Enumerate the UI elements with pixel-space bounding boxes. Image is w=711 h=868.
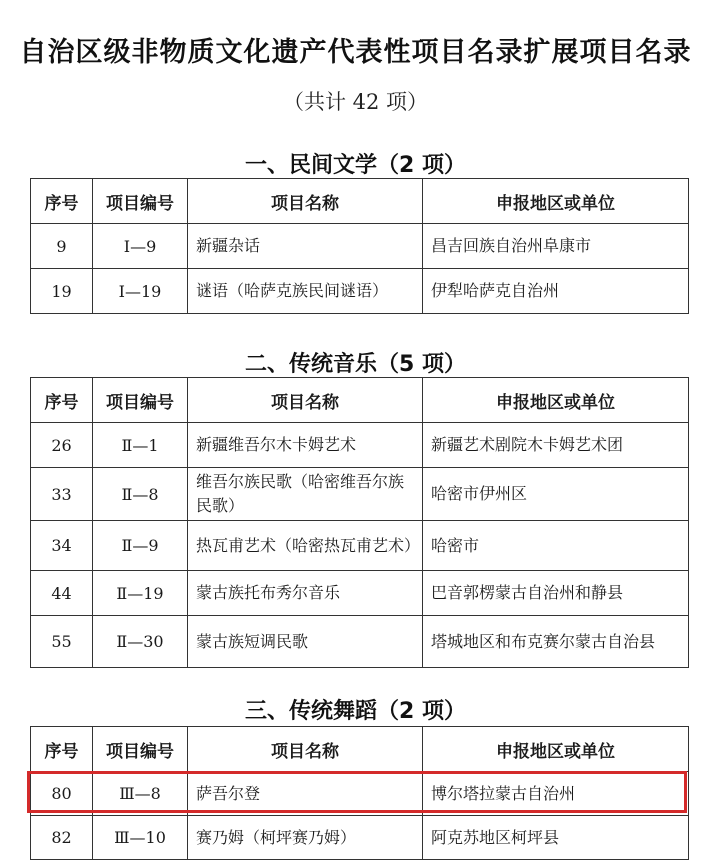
header-name: 项目名称 bbox=[188, 727, 423, 772]
cell-code: Ⅱ—30 bbox=[93, 616, 188, 668]
cell-name: 蒙古族短调民歌 bbox=[188, 616, 423, 668]
cell-region: 阿克苏地区柯坪县 bbox=[423, 816, 689, 860]
cell-code: Ⅱ—1 bbox=[93, 423, 188, 468]
section-heading-folk-literature: 一、民间文学（2 项） bbox=[245, 153, 466, 178]
table-row bbox=[31, 816, 689, 860]
page-title: 自治区级非物质文化遗产代表性项目名录扩展项目名录 bbox=[19, 37, 692, 68]
cell-code: Ⅰ—19 bbox=[93, 269, 188, 314]
cell-region: 哈密市 bbox=[423, 521, 689, 571]
cell-name: 新疆维吾尔木卡姆艺术 bbox=[188, 423, 423, 468]
header-code: 项目编号 bbox=[93, 727, 188, 772]
cell-code: Ⅱ—19 bbox=[93, 571, 188, 616]
cell-code: Ⅰ—9 bbox=[93, 224, 188, 269]
cell-code: Ⅱ—8 bbox=[93, 468, 188, 521]
table-row bbox=[31, 269, 689, 314]
table-traditional-music bbox=[30, 377, 689, 668]
cell-name: 谜语（哈萨克族民间谜语） bbox=[188, 269, 423, 314]
cell-region: 巴音郭楞蒙古自治州和静县 bbox=[423, 571, 689, 616]
header-region: 申报地区或单位 bbox=[423, 378, 689, 423]
page-subtitle: （共计 42 项） bbox=[282, 90, 429, 114]
cell-name: 新疆杂话 bbox=[188, 224, 423, 269]
cell-no: 19 bbox=[31, 269, 93, 314]
header-region: 申报地区或单位 bbox=[423, 727, 689, 772]
table-header-row bbox=[31, 727, 689, 772]
cell-code: Ⅲ—8 bbox=[93, 772, 188, 816]
table-row bbox=[31, 616, 689, 668]
cell-no: 34 bbox=[31, 521, 93, 571]
cell-region: 昌吉回族自治州阜康市 bbox=[423, 224, 689, 269]
header-code: 项目编号 bbox=[93, 179, 188, 224]
cell-name: 蒙古族托布秀尔音乐 bbox=[188, 571, 423, 616]
table-traditional-dance bbox=[30, 726, 689, 860]
table-row bbox=[31, 521, 689, 571]
cell-region: 伊犁哈萨克自治州 bbox=[423, 269, 689, 314]
cell-no: 82 bbox=[31, 816, 93, 860]
cell-no: 80 bbox=[31, 772, 93, 816]
table-header-row bbox=[31, 179, 689, 224]
cell-region: 博尔塔拉蒙古自治州 bbox=[423, 772, 689, 816]
header-name: 项目名称 bbox=[188, 179, 423, 224]
cell-no: 33 bbox=[31, 468, 93, 521]
cell-name: 萨吾尔登 bbox=[188, 772, 423, 816]
cell-region: 哈密市伊州区 bbox=[423, 468, 689, 521]
cell-no: 55 bbox=[31, 616, 93, 668]
table-folk-literature bbox=[30, 178, 689, 314]
section-heading-traditional-dance: 三、传统舞蹈（2 项） bbox=[245, 699, 466, 724]
cell-region: 塔城地区和布克赛尔蒙古自治县 bbox=[423, 616, 689, 668]
cell-name: 维吾尔族民歌（哈密维吾尔族民歌） bbox=[188, 468, 423, 521]
cell-name: 热瓦甫艺术（哈密热瓦甫艺术） bbox=[188, 521, 423, 571]
header-no: 序号 bbox=[31, 727, 93, 772]
section-heading-traditional-music: 二、传统音乐（5 项） bbox=[245, 352, 466, 377]
cell-name: 赛乃姆（柯坪赛乃姆） bbox=[188, 816, 423, 860]
cell-code: Ⅱ—9 bbox=[93, 521, 188, 571]
header-no: 序号 bbox=[31, 378, 93, 423]
table-row bbox=[31, 468, 689, 521]
cell-no: 9 bbox=[31, 224, 93, 269]
table-row bbox=[31, 224, 689, 269]
header-no: 序号 bbox=[31, 179, 93, 224]
header-name: 项目名称 bbox=[188, 378, 423, 423]
cell-no: 44 bbox=[31, 571, 93, 616]
table-row bbox=[31, 772, 689, 816]
table-row bbox=[31, 423, 689, 468]
table-row bbox=[31, 571, 689, 616]
header-region: 申报地区或单位 bbox=[423, 179, 689, 224]
header-code: 项目编号 bbox=[93, 378, 188, 423]
table-header-row bbox=[31, 378, 689, 423]
cell-no: 26 bbox=[31, 423, 93, 468]
cell-region: 新疆艺术剧院木卡姆艺术团 bbox=[423, 423, 689, 468]
cell-code: Ⅲ—10 bbox=[93, 816, 188, 860]
